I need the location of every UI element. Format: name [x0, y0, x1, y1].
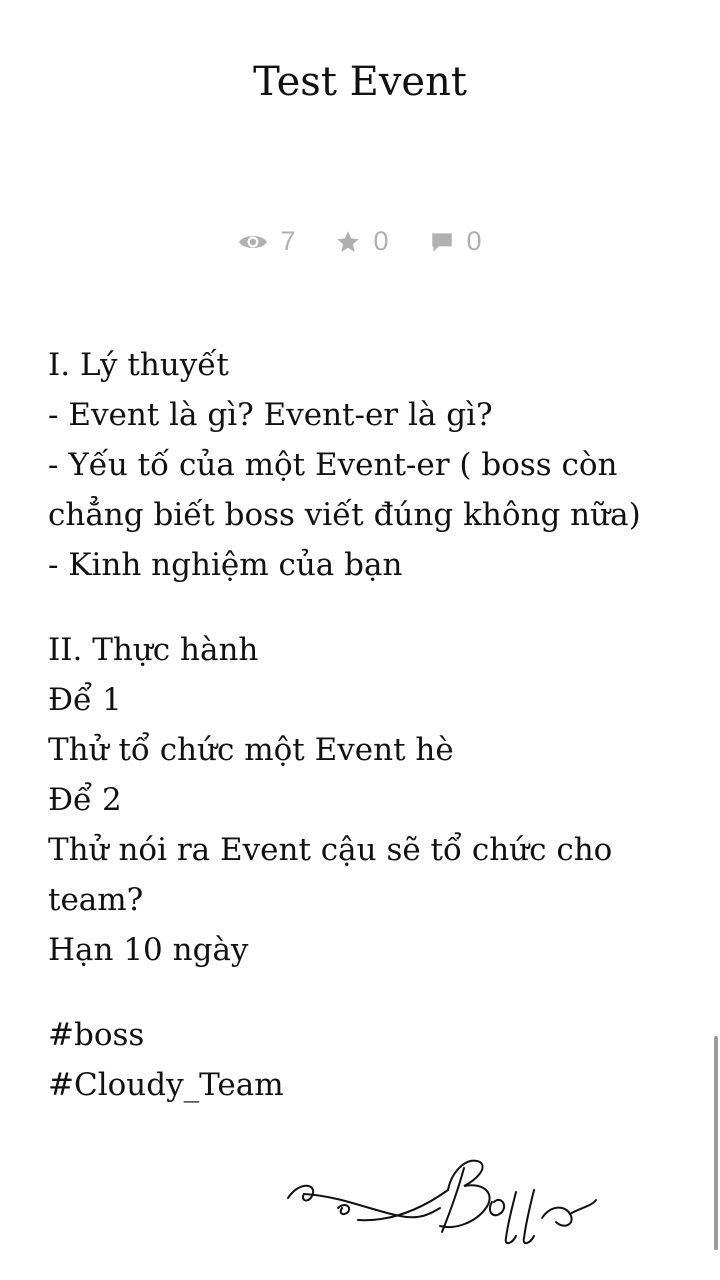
- story-content: [48, 340, 678, 1110]
- topic-2-text: Thử nói ra Event cậu sẽ tổ chức cho team?: [48, 832, 613, 918]
- practice-heading: II. Thực hành: [48, 632, 259, 668]
- votes-stat: [335, 226, 388, 257]
- tags-section: [48, 1010, 678, 1110]
- tag-cloudy-team[interactable]: #Cloudy_Team: [48, 1067, 284, 1103]
- views-stat: [238, 226, 295, 257]
- theory-section: [48, 340, 678, 590]
- signature-image: [280, 1150, 600, 1250]
- votes-count: 0: [373, 226, 389, 256]
- eye-icon: [238, 232, 268, 252]
- practice-section: [48, 625, 678, 975]
- stats-bar: [0, 226, 720, 257]
- topic-1-text: Thử tổ chức một Event hè: [48, 732, 454, 768]
- scrollbar-thumb[interactable]: [714, 1036, 718, 1250]
- comment-icon: [429, 229, 455, 255]
- page-title: Test Event: [253, 59, 467, 105]
- star-icon: [335, 229, 361, 255]
- theory-line-1: - Event là gì? Event-er là gì?: [48, 397, 493, 433]
- theory-heading: I. Lý thuyết: [48, 347, 229, 383]
- views-count: 7: [280, 226, 296, 256]
- tag-boss[interactable]: #boss: [48, 1017, 145, 1053]
- topic-1-label: Để 1: [48, 682, 122, 718]
- comments-stat: [429, 226, 482, 257]
- topic-2-label: Để 2: [48, 782, 122, 818]
- theory-line-2: - Yếu tố của một Event-er ( boss còn chẳng biết boss viết đúng không nữa): [48, 447, 641, 533]
- theory-line-3: - Kinh nghiệm của bạn: [48, 547, 403, 583]
- comments-count: 0: [466, 226, 482, 256]
- deadline-text: Hạn 10 ngày: [48, 932, 249, 968]
